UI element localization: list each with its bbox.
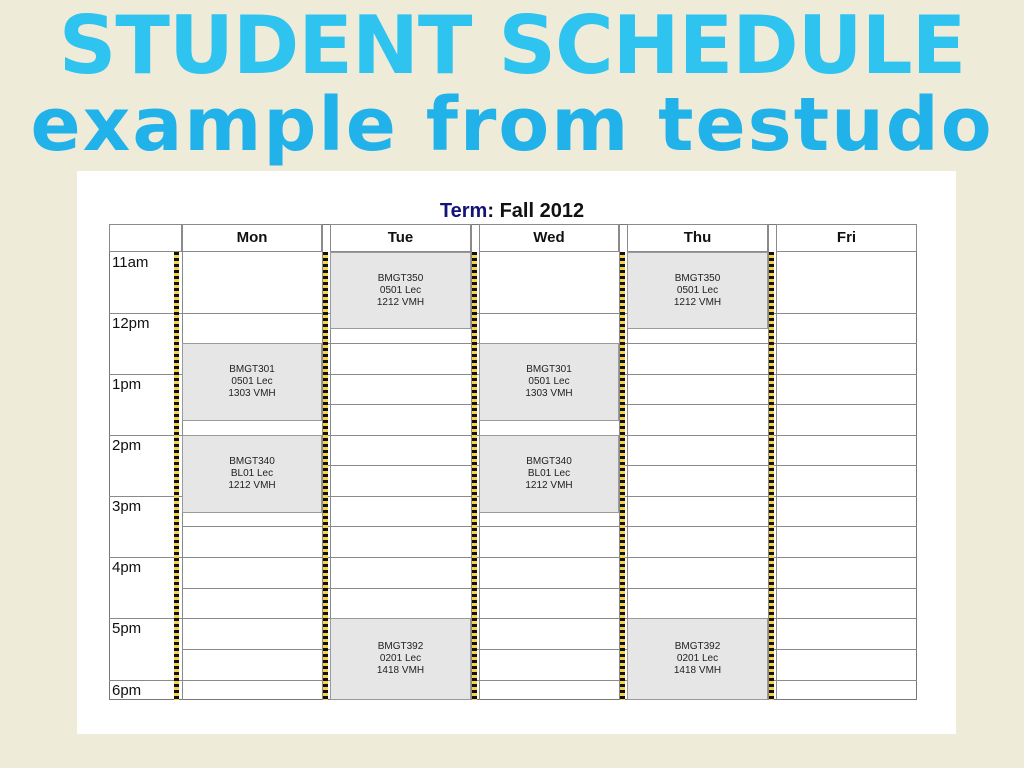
class-section: BL01 Lec xyxy=(527,468,571,479)
term-separator: : xyxy=(487,200,500,222)
class-block-bmgt301-wed[interactable] xyxy=(479,343,619,421)
term-value: Fall 2012 xyxy=(499,200,585,222)
time-label-2pm: 2pm xyxy=(112,437,142,454)
class-section: 0201 Lec xyxy=(379,653,422,664)
page-subtitle: example from testudo xyxy=(30,82,994,168)
time-marker-strip xyxy=(472,252,477,700)
class-block-bmgt350-tue[interactable] xyxy=(330,252,471,329)
class-course: BMGT301 xyxy=(526,364,572,375)
class-room: 1303 VMH xyxy=(525,388,573,399)
day-header-fri: Fri xyxy=(776,224,917,252)
class-section: 0501 Lec xyxy=(231,376,273,387)
class-block-bmgt392-thu[interactable] xyxy=(627,618,768,700)
hour-line xyxy=(109,313,917,314)
time-label-12pm: 12pm xyxy=(112,315,150,332)
class-course: BMGT340 xyxy=(229,456,275,467)
time-marker-strip xyxy=(620,252,625,700)
day-header-thu: Thu xyxy=(627,224,768,252)
time-marker-strip xyxy=(174,252,179,700)
class-section: 0501 Lec xyxy=(676,284,719,296)
class-room: 1418 VMH xyxy=(376,665,425,676)
class-block-bmgt392-tue[interactable] xyxy=(330,618,471,700)
class-section: 0201 Lec xyxy=(676,653,719,664)
time-label-1pm: 1pm xyxy=(112,376,142,393)
class-section: BL01 Lec xyxy=(230,468,274,479)
day-header-mon: Mon xyxy=(182,224,322,252)
time-marker-strip xyxy=(323,252,328,700)
class-course: BMGT301 xyxy=(229,364,275,375)
column-divider xyxy=(776,224,777,700)
class-room: 1418 VMH xyxy=(673,665,722,676)
class-room: 1212 VMH xyxy=(673,296,722,308)
class-section: 0501 Lec xyxy=(379,284,422,296)
corner-header-cell xyxy=(109,224,182,252)
day-header-wed: Wed xyxy=(479,224,619,252)
class-course: BMGT350 xyxy=(377,272,424,284)
class-course: BMGT392 xyxy=(674,641,721,652)
day-header-tue: Tue xyxy=(330,224,471,252)
half-hour-line xyxy=(182,526,917,527)
class-block-bmgt340-wed[interactable] xyxy=(479,435,619,513)
hour-line xyxy=(109,618,917,619)
class-room: 1303 VMH xyxy=(228,388,276,399)
hour-line xyxy=(109,557,917,558)
half-hour-line xyxy=(182,649,917,650)
class-room: 1212 VMH xyxy=(228,480,276,491)
class-course: BMGT392 xyxy=(377,641,424,652)
class-course: BMGT340 xyxy=(526,456,572,467)
time-label-4pm: 4pm xyxy=(112,559,142,576)
term-heading xyxy=(0,199,1024,223)
class-course: BMGT350 xyxy=(674,272,721,284)
time-label-11am: 11am xyxy=(112,254,149,271)
time-marker-strip xyxy=(769,252,774,700)
class-block-bmgt301-mon[interactable] xyxy=(182,343,322,421)
time-label-3pm: 3pm xyxy=(112,498,142,515)
class-block-bmgt350-thu[interactable] xyxy=(627,252,768,329)
hour-line xyxy=(109,680,917,681)
time-label-5pm: 5pm xyxy=(112,620,142,637)
time-label-6pm: 6pm xyxy=(112,682,142,699)
class-room: 1212 VMH xyxy=(376,296,425,308)
class-section: 0501 Lec xyxy=(528,376,570,387)
class-room: 1212 VMH xyxy=(525,480,573,491)
half-hour-line xyxy=(182,588,917,589)
page-title: STUDENT SCHEDULE xyxy=(58,0,966,92)
class-block-bmgt340-mon[interactable] xyxy=(182,435,322,513)
term-label: Term xyxy=(439,200,488,222)
